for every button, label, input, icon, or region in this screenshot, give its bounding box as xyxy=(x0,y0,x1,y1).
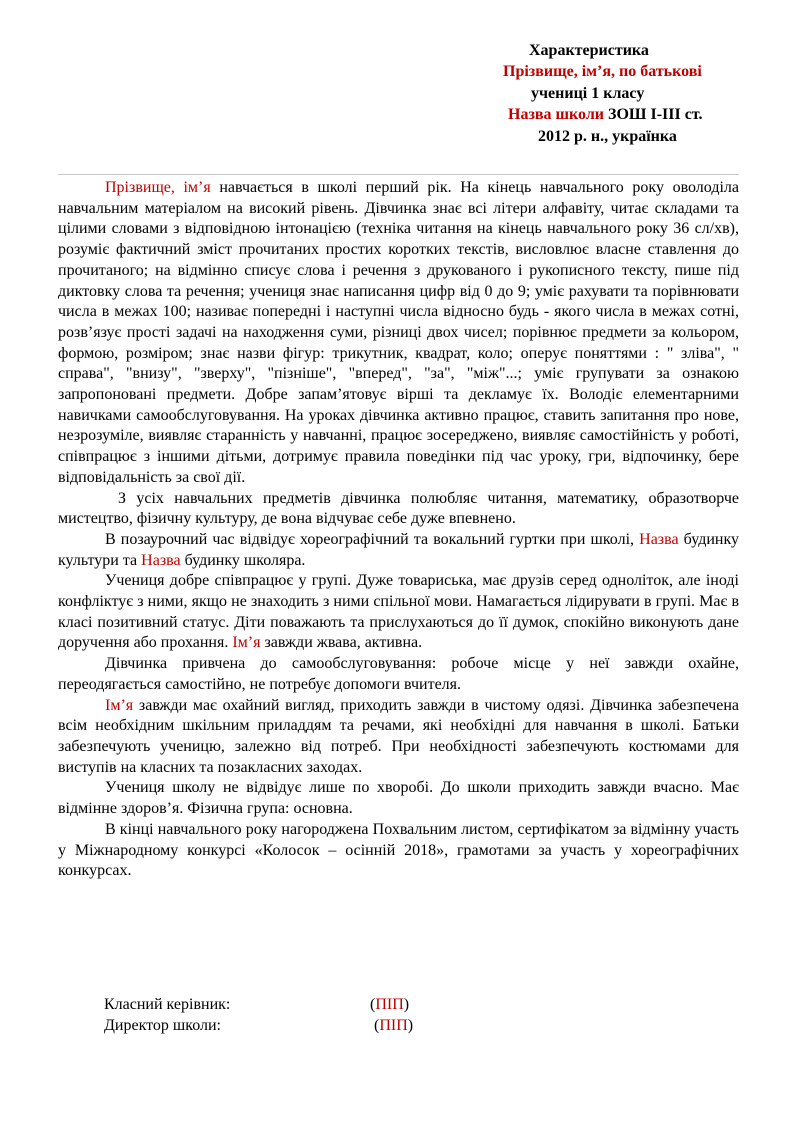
signature-teacher xyxy=(104,994,410,1015)
student-name: Прізвище, ім’я xyxy=(105,179,211,196)
director-paren-open: ( xyxy=(370,1017,380,1034)
paragraph-3-text-3: будинку школяра. xyxy=(180,551,306,569)
header-divider xyxy=(58,174,739,175)
school-line xyxy=(508,104,702,125)
paragraph-7: Учениця школу не відвідує лише по хворобі. До школи приходить завжди вчасно. Має відмінне здоров’я. Фізична група: основна. xyxy=(58,779,739,818)
paragraph-3-text-2: будинку культури та xyxy=(58,530,740,569)
student-first-name: Ім’я xyxy=(232,634,261,652)
teacher-paren-open: ( xyxy=(370,996,376,1013)
paragraph-6-text: завжди має охайний вигляд, приходить завжди в чистому одязі. Дівчинка забезпечена всім необхідним шкільним приладдям та речами, які необхідні для навчання в школі. Батьки забезпечують ученицю, залежно від потреб. При необхідності забезпечують костюмами для виступів на класних та позакласних заходах. xyxy=(58,696,739,776)
paragraph-1 xyxy=(58,178,739,489)
school-house-name: Назва xyxy=(141,551,181,569)
birth-line: 2012 р. н., українка xyxy=(538,128,677,145)
paragraph-8: В кінці навчального року нагороджена Похвальним листом, сертифікатом за відмінну участь у Міжнародному конкурсі «Колосок – осінній 2018», грамотами за участь у хореографічних конкурсах. xyxy=(58,820,739,880)
paragraph-6 xyxy=(58,696,739,779)
teacher-paren-close: ) xyxy=(403,996,410,1013)
teacher-value-wrap xyxy=(370,994,409,1015)
culture-house-name: Назва xyxy=(639,530,679,548)
paragraph-4-text-end: завжди жвава, активна. xyxy=(260,634,423,652)
signature-director xyxy=(104,1015,414,1036)
paragraph-3 xyxy=(58,530,739,571)
doc-title: Характеристика xyxy=(529,42,649,59)
characteristic-body xyxy=(58,178,739,882)
class-line: учениці 1 класу xyxy=(531,85,645,102)
director-value-wrap xyxy=(370,1015,413,1036)
paragraph-2: З усіх навчальних предметів дівчинка полюбляє читання, математику, образотворче мистецтво, фізичну культуру, де вона відчуває себе дуже впевнено. xyxy=(58,489,739,528)
paragraph-3-text-1: В позаурочний час відвідує хореографічний та вокальний гуртки при школі, xyxy=(105,530,640,548)
student-first-name-2: Ім’я xyxy=(105,696,134,714)
director-paren-close: ) xyxy=(407,1017,414,1034)
school-name: Назва школи xyxy=(508,106,605,123)
director-name: ПІП xyxy=(379,1017,408,1034)
paragraph-4-text: Учениця добре співпрацює у групі. Дуже товариська, має друзів серед одноліток, але іноді конфліктує з ними, якщо не знаходить з ними спільної мови. Намагається лідирувати в групі. Має в класі позитивний статус. Діти поважають та прислухаються до її думок, спокійно виконують дане доручення або прохання. xyxy=(58,572,739,652)
paragraph-4 xyxy=(58,571,739,654)
director-label: Директор школи: xyxy=(104,1017,221,1034)
teacher-label: Класний керівник: xyxy=(104,996,231,1013)
student-full-name: Прізвище, ім’я, по батькові xyxy=(503,63,702,80)
paragraph-5: Дівчинка привчена до самообслуговування: робоче місце у неї завжди охайне, переодягається самостійно, не потребує допомоги вчителя. xyxy=(58,655,739,693)
school-suffix: ЗОШ I-III ст. xyxy=(604,106,703,123)
paragraph-1-text: навчається в школі перший рік. На кінець навчального року оволоділа навчальним матеріалом на високий рівень. Дівчинка знає всі літери алфавіту, читає складами та цілими словами з відповідною інтонацією (техніка читання на кінець навчального року 36 сл/хв), розуміє фактичний зміст прочитаних простих коротких текстів, висловлює власне ставлення до прочитаного; на відмінно списує слова і речення з друкованого і рукописного тексту, пише під диктовку слова та речення; учениця знає написання цифр від 0 до 9; уміє рахувати та порівнювати числа в межах 100; називає попередні і наступні числа відносно будь - якого числа в межах сотні, розв’язує прості задачі на находження суми, різниці двох чисел; порівнює предмети за кольором, формою, розміром; знає назви фігур: трикутник, квадрат, коло; оперує поняттями : " зліва", " справа", "внизу", "зверху", "пізніше", "вперед", "за", "між"...; уміє групувати за ознакою запропоновані предмети. Добре запам’ятовує вірші та декламує їх. Володіє елементарними навичками самообслуговування. На уроках дівчинка активно працює, ставить запитання про нове, незрозуміле, виявляє старанність у навчанні, працює зосереджено, виявляє самостійність у роботі, співпрацює з іншими дітьми, дотримує правила поведінки під час уроку, гри, відпочинку, бере відповідальність за свої дії. xyxy=(58,179,739,486)
teacher-name: ПІП xyxy=(375,996,404,1013)
